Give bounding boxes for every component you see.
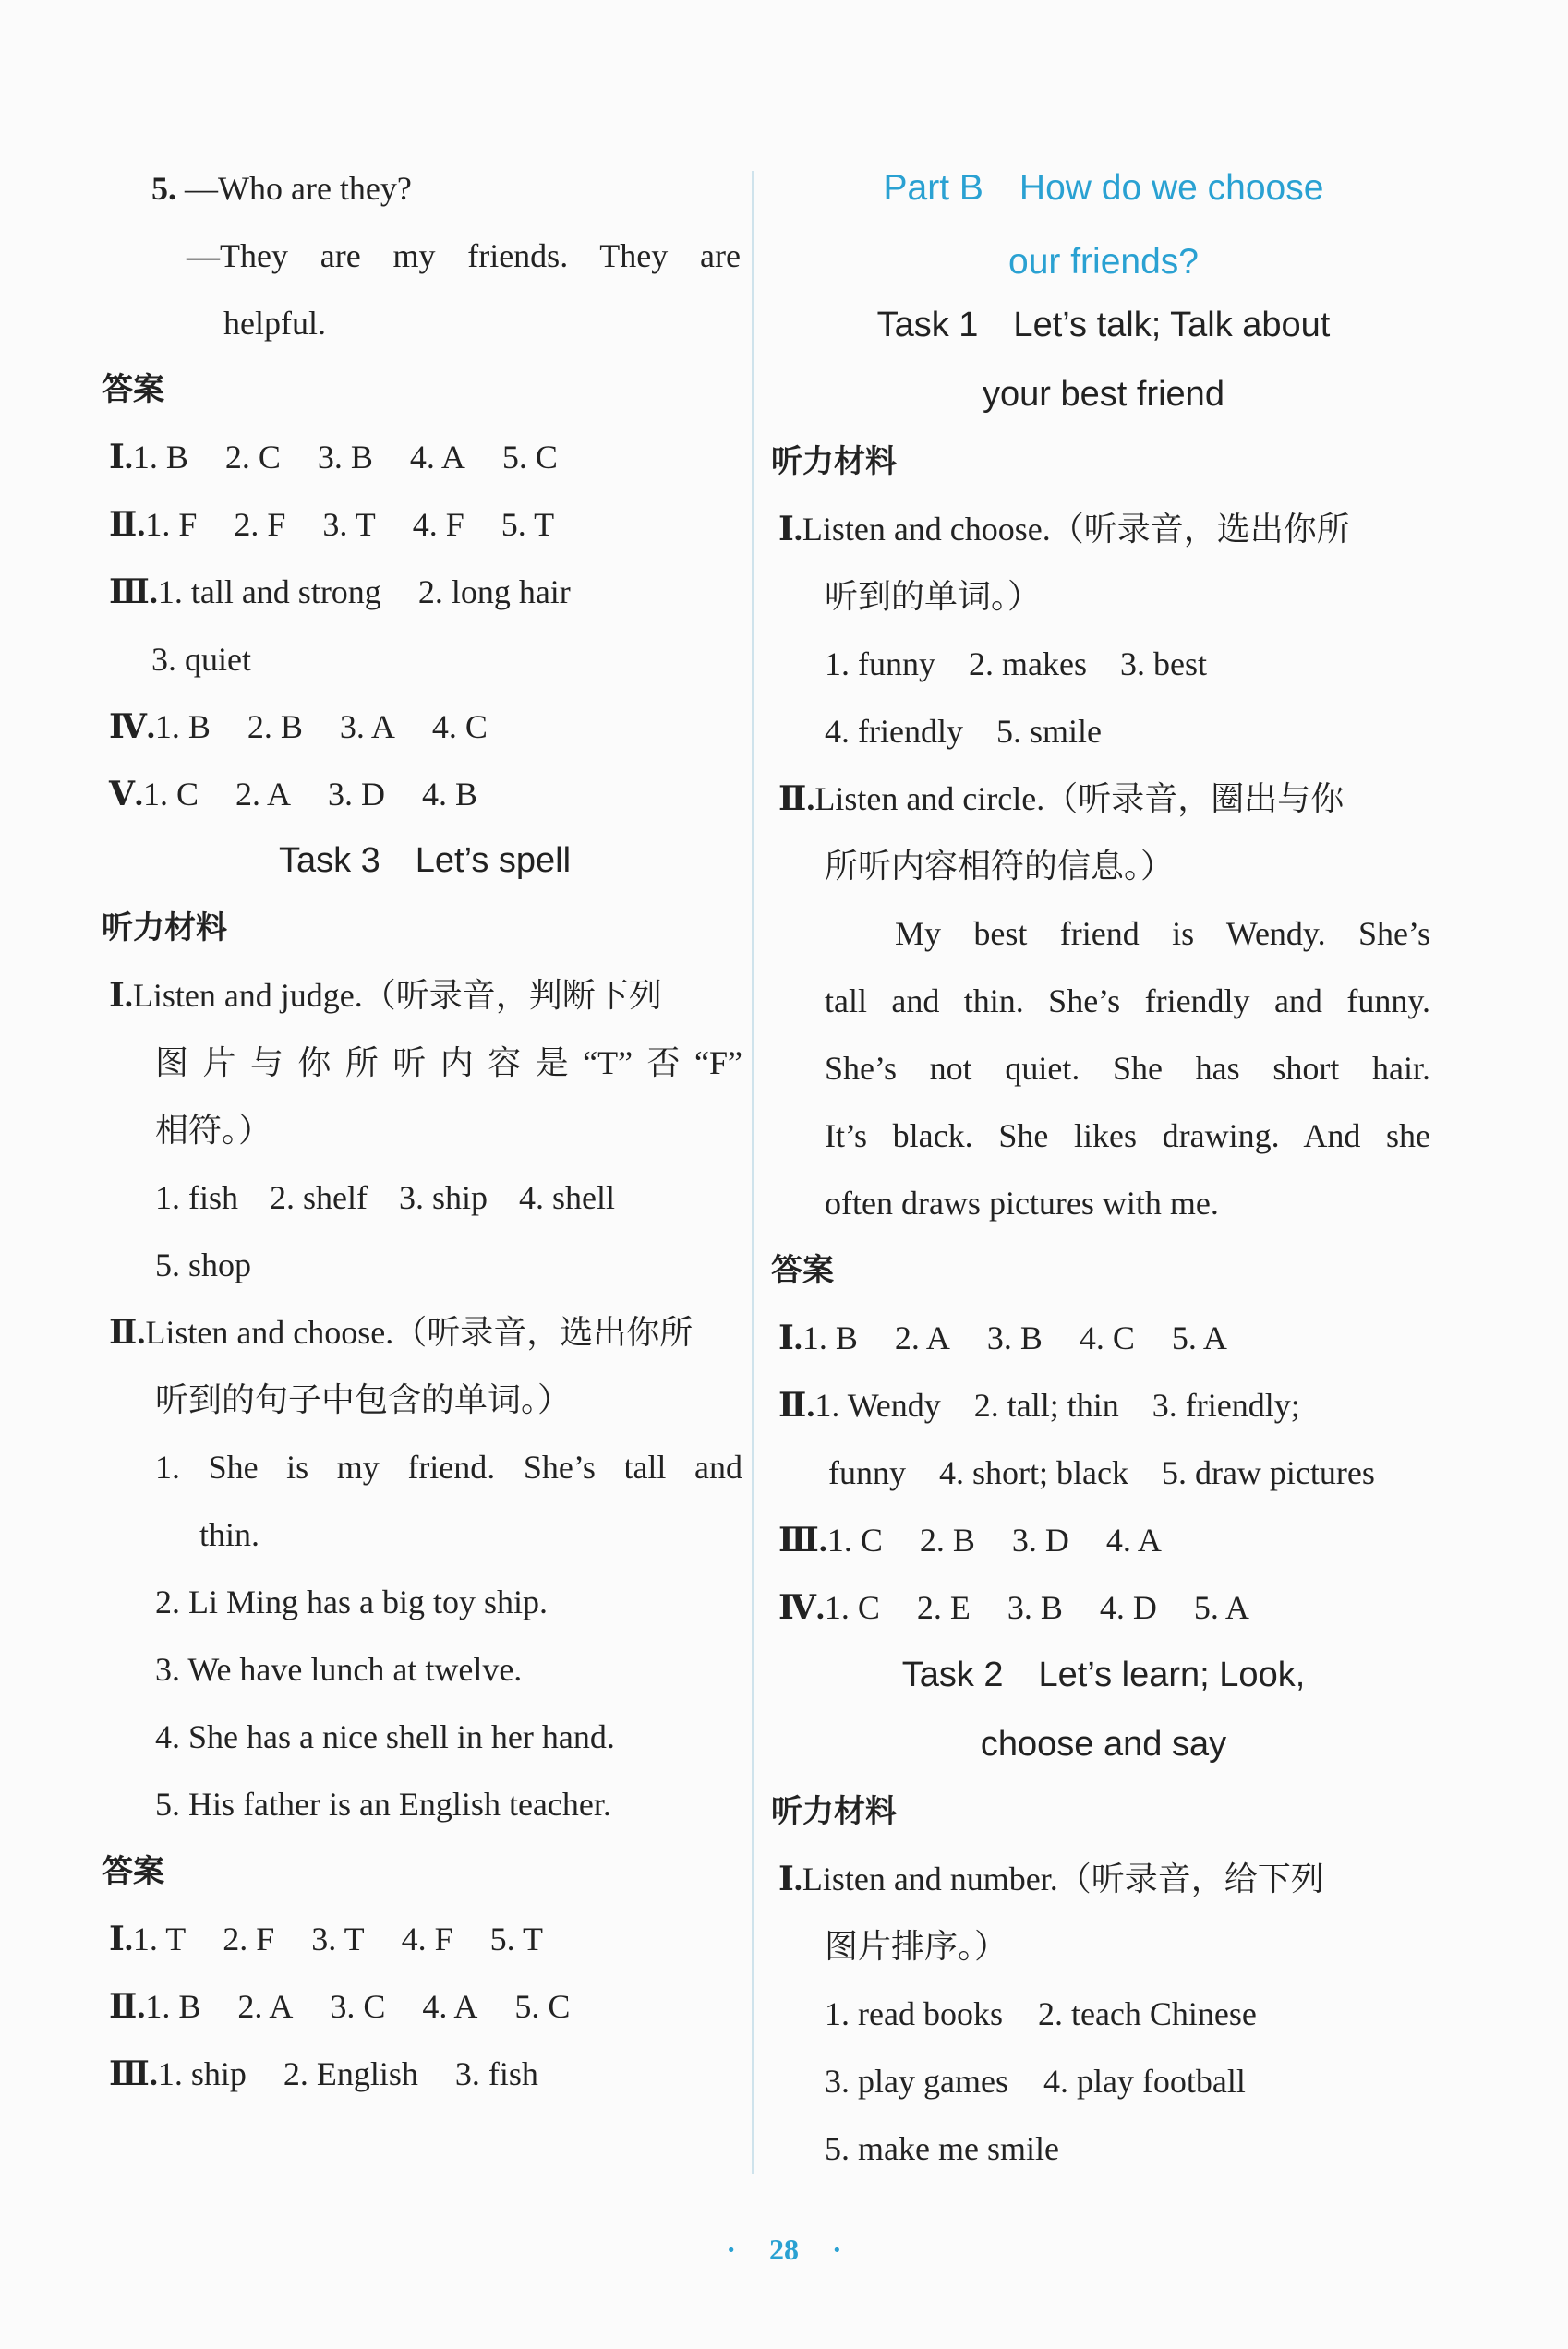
task3-s1-line3: 相符。） (155, 1112, 272, 1149)
answer2-row-1: Ⅰ.1. T 2. F 3. T 4. F 5. T (109, 1921, 543, 1958)
answer-row-3-cont: 3. quiet (151, 641, 251, 678)
task1-answer-row-3: Ⅲ.1. C 2. B 3. D 4. A (778, 1522, 1162, 1559)
task1-s2-line1: Ⅱ.Listen and circle.（听录音，圈出与你 (778, 780, 1345, 817)
task1-title-1: Task 1 Let’s talk; Talk about (876, 306, 1331, 344)
task3-s1-items: 1. fish 2. shelf 3. ship 4. shell (155, 1179, 615, 1216)
page-number-dot-right: · (832, 2233, 842, 2266)
passage-line-1: My best friend is Wendy. She’s (895, 915, 1430, 952)
task1-answer-row-2-cont: funny 4. short; black 5. draw pictures (828, 1454, 1375, 1491)
task2-title-1: Task 2 Let’s learn; Look, (901, 1656, 1306, 1694)
task2-s1-line1: Ⅰ.Listen and number.（听录音，给下列 (778, 1861, 1324, 1897)
task2-s1-items-c: 5. make me smile (825, 2130, 1059, 2167)
answer-heading-right: 答案 (771, 1252, 834, 1289)
task3-sentence-1a: 1. She is my friend. She’s tall and (155, 1449, 742, 1486)
answer-row-2: Ⅱ.1. F 2. F 3. T 4. F 5. T (109, 506, 555, 543)
task2-s1-line2: 图片排序。） (825, 1928, 1008, 1965)
task3-s1-line2: 图片与你所听内容是“T”否“F” (155, 1044, 742, 1081)
page-number-value: 28 (769, 2233, 799, 2266)
task1-answer-row-1: Ⅰ.1. B 2. A 3. B 4. C 5. A (778, 1319, 1227, 1356)
task1-s2-line2: 所听内容相符的信息。） (825, 848, 1175, 885)
task3-s1-line1: Ⅰ.Listen and judge.（听录音，判断下列 (109, 977, 662, 1014)
task3-title: Task 3 Let’s spell (278, 841, 572, 880)
task3-s1-items-b: 5. shop (155, 1247, 252, 1283)
listening-heading-right-2: 听力材料 (771, 1793, 897, 1830)
passage-line-2: tall and thin. She’s friendly and funny. (825, 982, 1430, 1019)
listening-heading: 听力材料 (102, 909, 227, 946)
task1-s1-line1: Ⅰ.Listen and choose.（听录音，选出你所 (778, 511, 1350, 548)
task1-answer-row-4: Ⅳ.1. C 2. E 3. B 4. D 5. A (778, 1589, 1249, 1626)
task3-sentence-4: 4. She has a nice shell in her hand. (155, 1718, 615, 1755)
task2-s1-items-b: 3. play games 4. play football (825, 2063, 1246, 2100)
answer-heading: 答案 (102, 371, 164, 408)
task2-title-2: choose and say (980, 1725, 1227, 1764)
page-number (0, 2233, 1568, 2267)
column-divider (752, 171, 754, 2174)
task3-sentence-1b: thin. (199, 1516, 260, 1553)
passage-line-5: often draws pictures with me. (825, 1185, 1219, 1222)
answer-row-1: Ⅰ.1. B 2. C 3. B 4. A 5. C (109, 439, 558, 476)
task3-s2-line1: Ⅱ.Listen and choose.（听录音，选出你所 (109, 1314, 694, 1351)
dialog-answer-line1: —They are my friends. They are (187, 237, 741, 274)
answer-heading-2: 答案 (102, 1853, 164, 1890)
task3-s2-line2: 听到的句子中包含的单词。） (155, 1381, 572, 1418)
listening-heading-right: 听力材料 (771, 443, 897, 480)
answer-row-3: Ⅲ.1. tall and strong 2. long hair (109, 573, 571, 610)
task1-s1-items-a: 1. funny 2. makes 3. best (825, 645, 1207, 682)
passage-line-4: It’s black. She likes drawing. And she (825, 1117, 1430, 1154)
task1-s1-items-b: 4. friendly 5. smile (825, 713, 1102, 750)
part-b-title-1: Part B How do we choose (883, 168, 1324, 208)
task3-sentence-3: 3. We have lunch at twelve. (155, 1651, 523, 1688)
task2-s1-items-a: 1. read books 2. teach Chinese (825, 1995, 1257, 2032)
answer2-row-3: Ⅲ.1. ship 2. English 3. fish (109, 2055, 538, 2092)
dialog-answer-line2: helpful. (223, 305, 326, 342)
task1-answer-row-2: Ⅱ.1. Wendy 2. tall; thin 3. friendly; (778, 1387, 1300, 1424)
answer2-row-2: Ⅱ.1. B 2. A 3. C 4. A 5. C (109, 1988, 571, 2025)
task3-sentence-2: 2. Li Ming has a big toy ship. (155, 1584, 548, 1620)
passage-line-3: She’s not quiet. She has short hair. (825, 1050, 1430, 1087)
task1-title-2: your best friend (983, 375, 1224, 414)
task3-sentence-5: 5. His father is an English teacher. (155, 1786, 611, 1823)
task1-s1-line2: 听到的单词。） (825, 578, 1042, 615)
dialog-question: 5. —Who are they? (151, 170, 412, 207)
answer-row-5: Ⅴ.1. C 2. A 3. D 4. B (109, 776, 477, 813)
part-b-title-2: our friends? (1008, 242, 1199, 282)
answer-row-4: Ⅳ.1. B 2. B 3. A 4. C (109, 708, 488, 745)
page-number-dot-left: · (726, 2233, 736, 2266)
